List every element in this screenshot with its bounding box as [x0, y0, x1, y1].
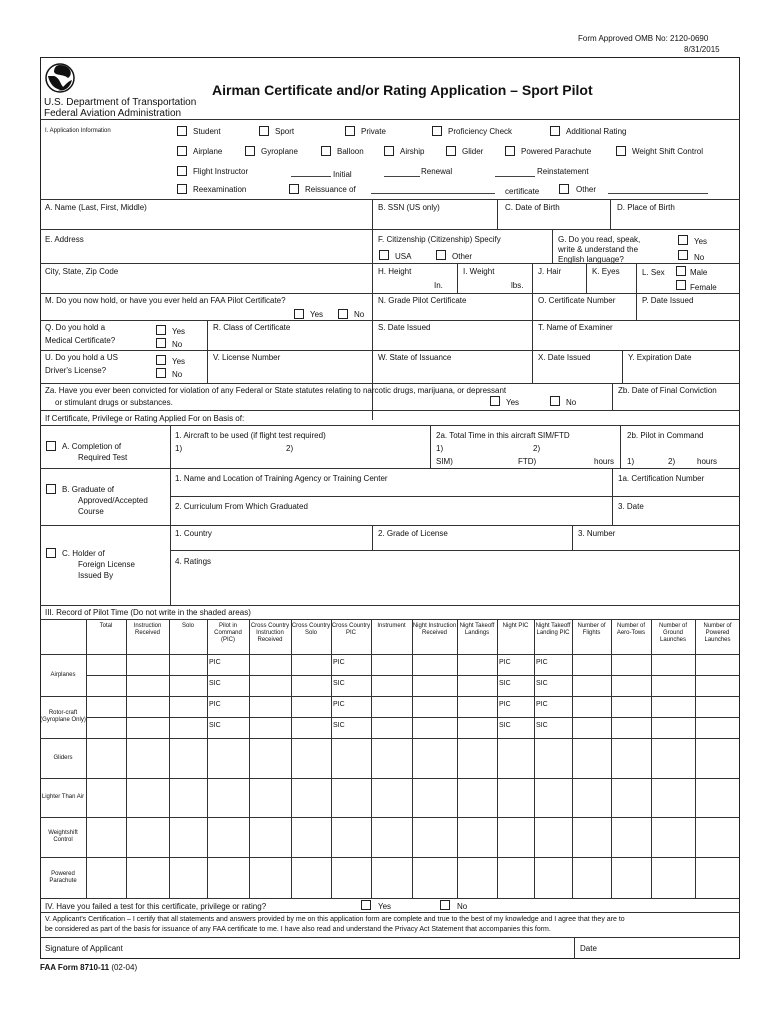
- agency-dot: U.S. Department of Transportation: [44, 97, 197, 108]
- sic-mark: SIC: [333, 722, 345, 729]
- training-agency-label: 1. Name and Location of Training Agency or Training Center: [175, 474, 388, 483]
- sic-mark: SIC: [499, 680, 511, 687]
- dob-label: C. Date of Birth: [505, 203, 560, 212]
- pic-mark: PIC: [499, 659, 511, 666]
- citizenship-label: F. Citizenship (Citizenship) Specify: [378, 235, 501, 244]
- name-label: A. Name (Last, First, Middle): [45, 203, 147, 212]
- row-label: Lighter Than Air: [41, 794, 85, 800]
- flight-instructor-checkbox[interactable]: [177, 166, 187, 176]
- col-header: Night Takeoff Landings: [459, 623, 495, 636]
- ratings-label: 4. Ratings: [175, 557, 212, 566]
- sport-checkbox[interactable]: [259, 126, 269, 136]
- col-header: Number of Aero-Tows: [616, 623, 646, 636]
- col-header: Cross Country Instruction Received: [250, 623, 290, 643]
- other-checkbox[interactable]: [559, 184, 569, 194]
- cert-number-label: O. Certificate Number: [538, 296, 616, 305]
- omb-number: Form Approved OMB No: 2120-0690: [578, 34, 709, 43]
- weight-label: I. Weight: [463, 267, 495, 276]
- pob-label: D. Place of Birth: [617, 203, 675, 212]
- height-label: H. Height: [378, 267, 412, 276]
- col-header: Total: [99, 623, 113, 629]
- medical-label: Q. Do you hold a: [45, 323, 106, 332]
- sex-label: L. Sex: [642, 268, 665, 277]
- city-label: City, State, Zip Code: [45, 267, 119, 276]
- powered-parachute-checkbox[interactable]: [505, 146, 515, 156]
- col-header: Number of Powered Launches: [703, 623, 732, 643]
- sic-mark: SIC: [209, 722, 221, 729]
- reissuance-checkbox[interactable]: [289, 184, 299, 194]
- gyroplane-checkbox[interactable]: [245, 146, 255, 156]
- weight-shift-checkbox[interactable]: [616, 146, 626, 156]
- col-header: Pilot in Command (PIC): [214, 623, 242, 643]
- col-header: Number of Ground Launches: [658, 623, 687, 643]
- license-label: U. Do you hold a US: [45, 353, 118, 362]
- proficiency-check-checkbox[interactable]: [432, 126, 442, 136]
- address-label: E. Address: [45, 235, 84, 244]
- form-number: FAA Form 8710-11 (02-04): [40, 963, 138, 972]
- row-label: Weightshift Control: [48, 830, 78, 843]
- failed-yes-checkbox[interactable]: [361, 900, 371, 910]
- hair-label: J. Hair: [538, 267, 562, 276]
- pic-mark: PIC: [333, 659, 345, 666]
- license-no-checkbox[interactable]: [156, 368, 166, 378]
- conviction-no-checkbox[interactable]: [550, 396, 560, 406]
- agency-faa: Federal Aviation Administration: [44, 108, 182, 119]
- col-header: Cross Country PIC: [331, 623, 371, 636]
- expiration-label: Y. Expiration Date: [628, 353, 692, 362]
- signature-label: Signature of Applicant: [45, 944, 123, 953]
- aircraft-used-label: 1. Aircraft to be used (if flight test required): [175, 431, 326, 440]
- sic-mark: SIC: [536, 680, 548, 687]
- additional-rating-checkbox[interactable]: [550, 126, 560, 136]
- medical-no-checkbox[interactable]: [156, 338, 166, 348]
- airship-checkbox[interactable]: [384, 146, 394, 156]
- language-yes-checkbox[interactable]: [678, 235, 688, 245]
- held-no-checkbox[interactable]: [338, 309, 348, 319]
- form-title: Airman Certificate and/or Rating Application – Sport Pilot: [212, 82, 593, 98]
- col-header: Night Takeoff Landing PIC: [535, 623, 571, 636]
- pic-mark: PIC: [536, 701, 548, 708]
- failed-test-label: IV. Have you failed a test for this certificate, privilege or rating?: [45, 902, 267, 911]
- usa-checkbox[interactable]: [379, 250, 389, 260]
- pic-label: 2b. Pilot in Command: [627, 431, 704, 440]
- medical-date-label: S. Date Issued: [378, 323, 431, 332]
- record-header: III. Record of Pilot Time (Do not write in the shaded areas): [45, 608, 251, 617]
- completion-checkbox[interactable]: [46, 441, 56, 451]
- male-checkbox[interactable]: [676, 266, 686, 276]
- conviction-yes-checkbox[interactable]: [490, 396, 500, 406]
- certification-text: V. Applicant's Certification – I certify that all statements and answers provided by me on this application form are complete and true to the best of my knowledge and I agree that they are to: [45, 916, 625, 923]
- col-header: Night Instruction Received: [412, 623, 457, 636]
- conviction-date-label: Zb. Date of Final Conviction: [618, 386, 717, 395]
- class-label: R. Class of Certificate: [213, 323, 291, 332]
- private-checkbox[interactable]: [345, 126, 355, 136]
- balloon-checkbox[interactable]: [321, 146, 331, 156]
- medical-yes-checkbox[interactable]: [156, 325, 166, 335]
- pic-mark: PIC: [333, 701, 345, 708]
- col-header: Cross Country Solo: [291, 623, 331, 636]
- cert-number-b-label: 1a. Certification Number: [618, 474, 705, 483]
- ssn-label: B. SSN (US only): [378, 203, 440, 212]
- pic-mark: PIC: [499, 701, 511, 708]
- grad-date-label: 3. Date: [618, 502, 644, 511]
- sic-mark: SIC: [209, 680, 221, 687]
- country-label: 1. Country: [175, 529, 212, 538]
- grade-license-label: 2. Grade of License: [378, 529, 448, 538]
- sic-mark: SIC: [499, 722, 511, 729]
- row-label: Airplanes: [50, 671, 76, 678]
- glider-checkbox[interactable]: [446, 146, 456, 156]
- foreign-license-checkbox[interactable]: [46, 548, 56, 558]
- airplane-checkbox[interactable]: [177, 146, 187, 156]
- pic-mark: PIC: [209, 701, 221, 708]
- license-number-label: V. License Number: [213, 353, 281, 362]
- pic-mark: PIC: [209, 659, 221, 666]
- row-label: Powered Parachute: [49, 870, 77, 884]
- failed-no-checkbox[interactable]: [440, 900, 450, 910]
- citizenship-other-checkbox[interactable]: [436, 250, 446, 260]
- state-label: W. State of Issuance: [378, 353, 452, 362]
- graduate-checkbox[interactable]: [46, 484, 56, 494]
- female-checkbox[interactable]: [676, 280, 686, 290]
- basis-header: If Certificate, Privilege or Rating Applied For on Basis of:: [45, 414, 245, 423]
- license-yes-checkbox[interactable]: [156, 355, 166, 365]
- signature-date-label: Date: [580, 944, 597, 953]
- curriculum-label: 2. Curriculum From Which Graduated: [175, 502, 308, 511]
- eyes-label: K. Eyes: [592, 267, 620, 276]
- held-yes-checkbox[interactable]: [294, 309, 304, 319]
- student-checkbox[interactable]: [177, 126, 187, 136]
- license-date-label: X. Date Issued: [538, 353, 591, 362]
- col-header: Number of Flights: [577, 623, 606, 636]
- col-header: Instrument: [377, 623, 406, 629]
- reexamination-checkbox[interactable]: [177, 184, 187, 194]
- date-issued-label: P. Date Issued: [642, 296, 694, 305]
- row-label: Gliders: [53, 754, 73, 761]
- foreign-number-label: 3. Number: [578, 529, 616, 538]
- grade-label: N. Grade Pilot Certificate: [378, 296, 467, 305]
- omb-expiry: 8/31/2015: [684, 45, 720, 54]
- conviction-label: Za. Have you ever been convicted for violation of any Federal or State statutes relating to narcotic drugs, marijuana, or depressant: [45, 386, 507, 395]
- pic-mark: PIC: [536, 659, 548, 666]
- row-label: Rotor-craft (Gyroplane Only): [40, 710, 86, 723]
- held-certificate-label: M. Do you now hold, or have you ever held an FAA Pilot Certificate?: [45, 296, 286, 305]
- col-header: Instruction Received: [133, 623, 162, 636]
- col-header: Solo: [181, 623, 194, 629]
- language-no-checkbox[interactable]: [678, 250, 688, 260]
- dot-logo-icon: [44, 62, 76, 94]
- col-header: Night PIC: [502, 623, 529, 629]
- sic-mark: SIC: [333, 680, 345, 687]
- app-info-label: I. Application Information: [45, 128, 111, 134]
- total-time-label: 2a. Total Time in this aircraft SIM/FTD: [436, 431, 570, 440]
- examiner-label: T. Name of Examiner: [538, 323, 613, 332]
- sic-mark: SIC: [536, 722, 548, 729]
